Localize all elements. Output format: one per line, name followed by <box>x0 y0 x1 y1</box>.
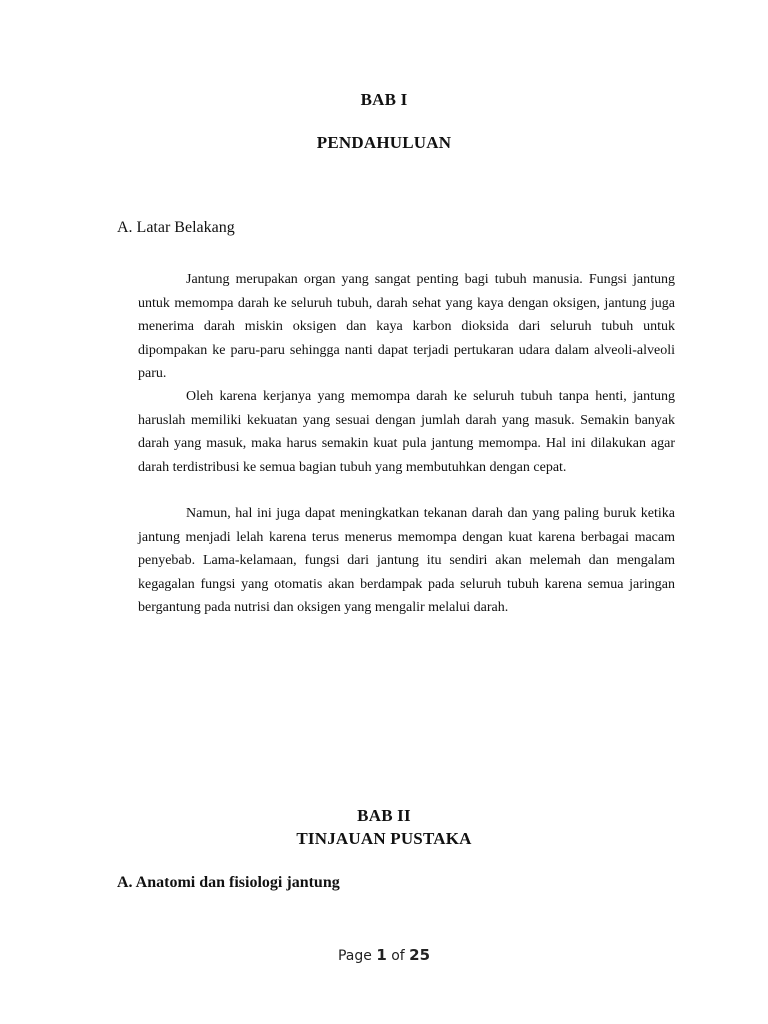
section-heading: A. Latar Belakang <box>117 219 235 236</box>
chapter-title: PENDAHULUAN <box>316 133 452 152</box>
paragraph <box>138 502 675 620</box>
paragraph <box>138 385 675 479</box>
chapter-label: BAB I <box>360 90 408 109</box>
section-heading: A. Anatomi dan fisiologi jantung <box>117 874 340 891</box>
page-number <box>0 946 768 964</box>
chapter-label: BAB II <box>357 806 411 825</box>
paragraph-text: Jantung merupakan organ yang sangat penting bagi tubuh manusia. Fungsi jantung untuk memompa darah ke seluruh tubuh, darah sehat yang kaya dengan oksigen, jantung juga menerima darah miskin oksigen dan kaya karbon dioksida dari seluruh tubuh untuk dipompakan ke paru-paru sehingga nanti dapat terjadi pertukaran udara dalam alveoli-alveoli paru. <box>138 272 675 381</box>
paragraph-text: Namun, hal ini juga dapat meningkatkan tekanan darah dan yang paling buruk ketika jantung menjadi lelah karena terus menerus memompa dengan kuat karena berbagai macam penyebab. Lama-kelamaan, fungsi dari jantung itu sendiri akan melemah dan mengalam kegagalan fungsi yang otomatis akan berdampak pada seluruh tubuh karena semua jaringan bergantung pada nutrisi dan oksigen yang mengalir melalui darah. <box>138 506 675 615</box>
page-word: Page <box>337 948 372 964</box>
chapter-title: TINJAUAN PUSTAKA <box>296 829 472 848</box>
total-pages: 25 <box>409 946 431 964</box>
paragraph <box>138 268 675 386</box>
paragraph-text: Oleh karena kerjanya yang memompa darah ke seluruh tubuh tanpa henti, jantung haruslah memiliki kekuatan yang sesuai dengan jumlah darah yang masuk. Semakin banyak darah yang masuk, maka harus semakin kuat pula jantung memompa. Hal ini dilakukan agar darah terdistribusi ke semua bagian tubuh yang membutuhkan dengan cepat. <box>138 389 675 475</box>
current-page: 1 <box>376 946 387 964</box>
of-word: of <box>391 948 405 964</box>
